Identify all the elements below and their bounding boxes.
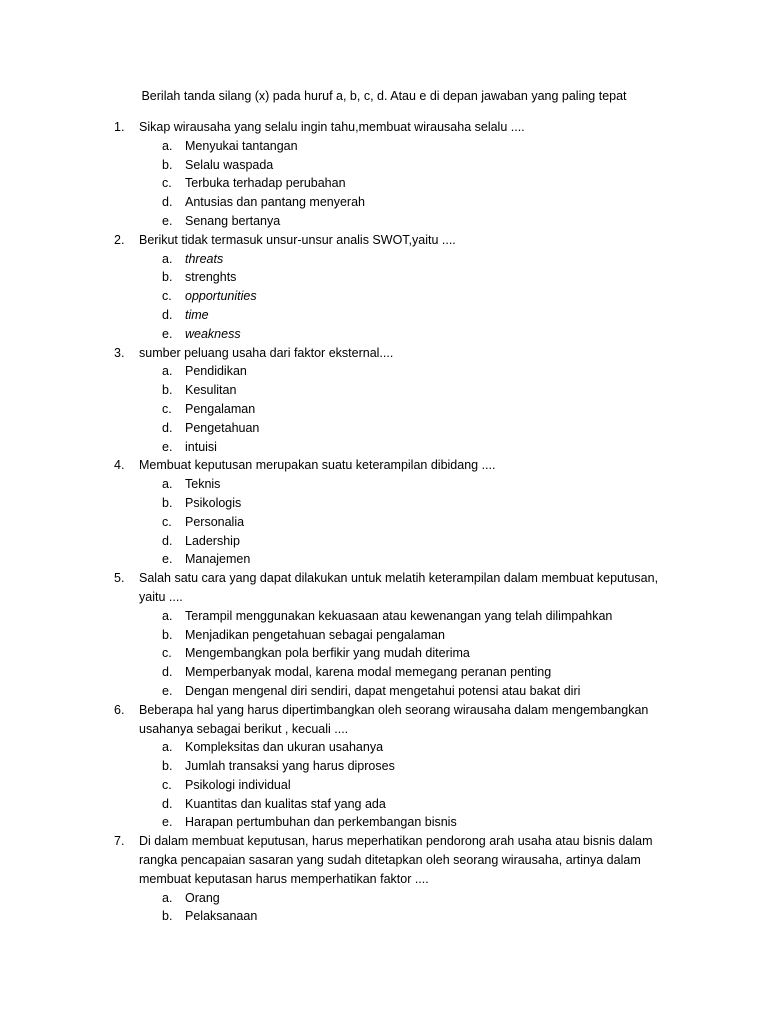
option-text: Memperbanyak modal, karena modal memegang peranan penting bbox=[185, 665, 552, 680]
question-text: Sikap wirausaha yang selalu ingin tahu,membuat wirausaha selalu .... bbox=[139, 120, 525, 134]
answer-option bbox=[0, 137, 768, 156]
option-letter: e. bbox=[162, 326, 173, 341]
option-text: Menjadikan pengetahuan sebagai pengalaman bbox=[185, 627, 445, 642]
option-text: Orang bbox=[185, 890, 220, 905]
option-text: opportunities bbox=[185, 289, 257, 304]
question-line bbox=[0, 344, 768, 363]
answer-option bbox=[0, 381, 768, 400]
option-letter: b. bbox=[162, 495, 173, 510]
answer-option bbox=[0, 550, 768, 569]
instruction-text: Berilah tanda silang (x) pada huruf a, b, c, d. Atau e di depan jawaban yang paling tepat bbox=[141, 89, 627, 103]
question-number: 1. bbox=[114, 120, 125, 134]
option-letter: d. bbox=[162, 796, 173, 811]
answer-option bbox=[0, 626, 768, 645]
option-text: Kuantitas dan kualitas staf yang ada bbox=[185, 796, 386, 811]
question-text: Beberapa hal yang harus dipertimbangkan oleh seorang wirausaha dalam mengembangkan usahanya sebagai berikut , kecuali .... bbox=[139, 702, 649, 736]
question-line bbox=[0, 231, 768, 250]
question-item bbox=[0, 231, 768, 344]
answer-option bbox=[0, 776, 768, 795]
option-text: Pengalaman bbox=[185, 401, 256, 416]
option-text: Pelaksanaan bbox=[185, 909, 258, 924]
option-text: time bbox=[185, 307, 209, 322]
option-text: Dengan mengenal diri sendiri, dapat mengetahui potensi atau bakat diri bbox=[185, 683, 581, 698]
question-text: Di dalam membuat keputusan, harus meperhatikan pendorong arah usaha atau bisnis dalam rangka pencapaian sasaran yang sudah ditetapkan oleh seorang wirausaha, artinya dalam membuat keputasan harus memperhatikan faktor .... bbox=[139, 834, 653, 886]
question-number: 3. bbox=[114, 345, 125, 360]
question-number: 5. bbox=[114, 571, 125, 586]
question-line bbox=[0, 118, 768, 137]
option-letter: b. bbox=[162, 270, 173, 285]
option-text: Psikologis bbox=[185, 495, 242, 510]
question-number: 6. bbox=[114, 702, 125, 717]
option-text: Pendidikan bbox=[185, 364, 247, 379]
question-item bbox=[0, 701, 768, 833]
question-item bbox=[0, 118, 768, 231]
answer-option bbox=[0, 813, 768, 832]
question-text: Membuat keputusan merupakan suatu keterampilan dibidang .... bbox=[139, 458, 496, 473]
option-letter: c. bbox=[162, 514, 172, 529]
option-text: Manajemen bbox=[185, 552, 251, 567]
option-letter: d. bbox=[162, 533, 173, 548]
option-letter: b. bbox=[162, 759, 173, 774]
option-letter: c. bbox=[162, 646, 172, 661]
answer-option bbox=[0, 287, 768, 306]
option-letter: d. bbox=[162, 195, 173, 210]
option-letter: a. bbox=[162, 608, 173, 623]
question-text: Berikut tidak termasuk unsur-unsur analis SWOT,yaitu .... bbox=[139, 232, 456, 247]
option-text: Jumlah transaksi yang harus diproses bbox=[185, 759, 395, 774]
answer-option bbox=[0, 212, 768, 231]
answer-option bbox=[0, 306, 768, 325]
option-text: Teknis bbox=[185, 477, 221, 492]
option-text: Mengembangkan pola berfikir yang mudah diterima bbox=[185, 646, 470, 661]
option-text: Senang bertanya bbox=[185, 213, 281, 228]
option-letter: e. bbox=[162, 552, 173, 567]
answer-option bbox=[0, 475, 768, 494]
option-letter: c. bbox=[162, 176, 172, 191]
option-text: Kesulitan bbox=[185, 383, 237, 398]
option-letter: b. bbox=[162, 157, 173, 172]
answer-option bbox=[0, 362, 768, 381]
question-text: sumber peluang usaha dari faktor eksternal.... bbox=[139, 345, 394, 360]
answer-option bbox=[0, 193, 768, 212]
question-number: 2. bbox=[114, 232, 125, 247]
option-letter: a. bbox=[162, 364, 173, 379]
option-text: Personalia bbox=[185, 514, 245, 529]
option-letter: e. bbox=[162, 683, 173, 698]
option-text: Antusias dan pantang menyerah bbox=[185, 195, 365, 210]
option-letter: b. bbox=[162, 909, 173, 924]
answer-option bbox=[0, 532, 768, 551]
answer-option bbox=[0, 513, 768, 532]
option-text: weakness bbox=[185, 326, 241, 341]
option-text: Terbuka terhadap perubahan bbox=[185, 176, 346, 191]
answer-option bbox=[0, 644, 768, 663]
answer-option bbox=[0, 889, 768, 908]
option-letter: c. bbox=[162, 289, 172, 304]
option-letter: b. bbox=[162, 627, 173, 642]
question-number: 4. bbox=[114, 458, 125, 473]
answer-option bbox=[0, 757, 768, 776]
answer-option bbox=[0, 250, 768, 269]
answer-option bbox=[0, 494, 768, 513]
option-letter: d. bbox=[162, 307, 173, 322]
answer-option bbox=[0, 400, 768, 419]
option-letter: e. bbox=[162, 213, 173, 228]
answer-option bbox=[0, 174, 768, 193]
answer-option bbox=[0, 268, 768, 287]
option-letter: c. bbox=[162, 777, 172, 792]
option-text: threats bbox=[185, 251, 224, 266]
option-letter: e. bbox=[162, 439, 173, 454]
option-letter: a. bbox=[162, 740, 173, 755]
question-item bbox=[0, 456, 768, 569]
question-line bbox=[0, 832, 768, 888]
option-text: Menyukai tantangan bbox=[185, 138, 298, 153]
question-list bbox=[0, 118, 768, 926]
answer-option bbox=[0, 607, 768, 626]
option-letter: a. bbox=[162, 477, 173, 492]
option-letter: e. bbox=[162, 815, 173, 830]
answer-option bbox=[0, 325, 768, 344]
answer-option bbox=[0, 907, 768, 926]
question-number: 7. bbox=[114, 834, 125, 849]
option-letter: a. bbox=[162, 890, 173, 905]
answer-option bbox=[0, 419, 768, 438]
option-text: Pengetahuan bbox=[185, 420, 260, 435]
answer-option bbox=[0, 156, 768, 175]
option-letter: c. bbox=[162, 401, 172, 416]
option-letter: d. bbox=[162, 665, 173, 680]
option-text: Psikologi individual bbox=[185, 777, 291, 792]
answer-option bbox=[0, 682, 768, 701]
question-text: Salah satu cara yang dapat dilakukan untuk melatih keterampilan dalam membuat keputusan, yaitu .... bbox=[139, 571, 659, 604]
answer-option bbox=[0, 438, 768, 457]
answer-option bbox=[0, 795, 768, 814]
option-text: strenghts bbox=[185, 270, 237, 285]
option-letter: b. bbox=[162, 383, 173, 398]
question-item bbox=[0, 832, 768, 926]
option-letter: a. bbox=[162, 138, 173, 153]
option-letter: a. bbox=[162, 251, 173, 266]
question-item bbox=[0, 569, 768, 701]
option-text: Ladership bbox=[185, 533, 240, 548]
option-text: Kompleksitas dan ukuran usahanya bbox=[185, 740, 384, 755]
option-text: intuisi bbox=[185, 439, 217, 454]
option-text: Selalu waspada bbox=[185, 157, 274, 172]
question-item bbox=[0, 344, 768, 457]
question-line bbox=[0, 701, 768, 739]
option-text: Terampil menggunakan kekuasaan atau kewenangan yang telah dilimpahkan bbox=[185, 608, 613, 623]
question-line bbox=[0, 569, 768, 607]
question-line bbox=[0, 456, 768, 475]
answer-option bbox=[0, 663, 768, 682]
option-letter: d. bbox=[162, 420, 173, 435]
answer-option bbox=[0, 738, 768, 757]
option-text: Harapan pertumbuhan dan perkembangan bisnis bbox=[185, 815, 457, 830]
